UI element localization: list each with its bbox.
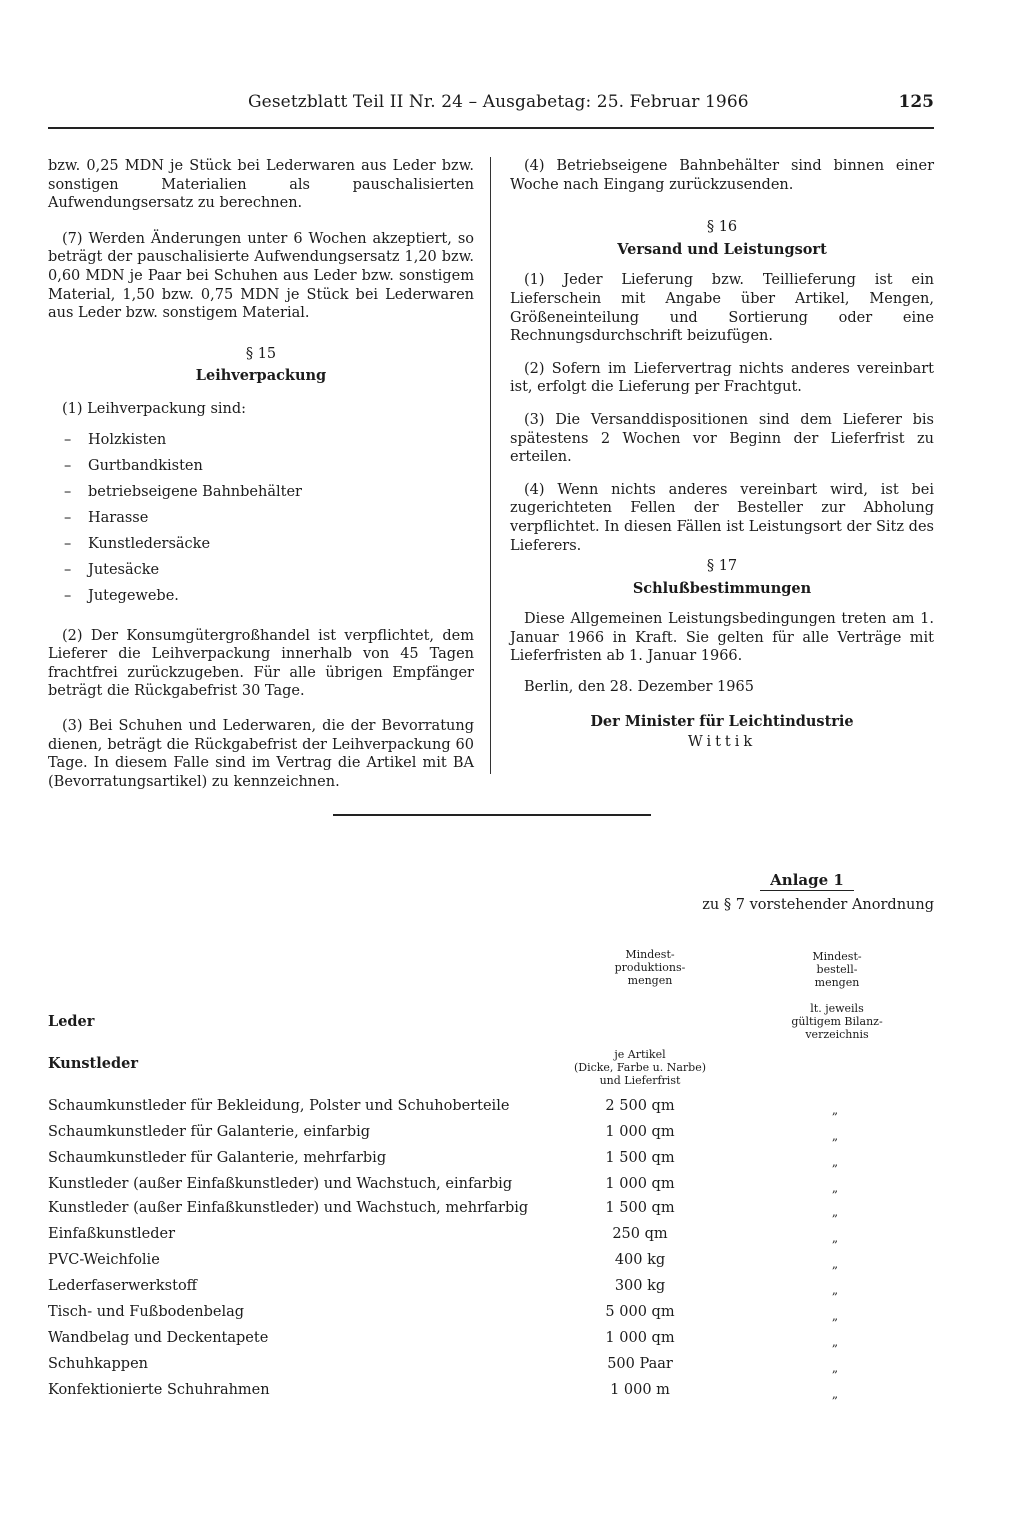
section-number: § 15 (245, 345, 277, 362)
table-row-label: Schuhkappen (48, 1356, 148, 1372)
table-row-value: 500 Paar (607, 1356, 673, 1372)
signer-title: Der Minister für Leichtindustrie (590, 712, 854, 730)
paragraph: (4) Betriebseigene Bahnbehälter sind binnen einer Woche nach Eingang zurückzusenden. (510, 158, 934, 193)
column-subheader-order: lt. jeweils gültigem Bilanz- verzeichnis (791, 1002, 883, 1041)
list-item: – Harasse (64, 509, 149, 526)
list-item: – Jutesäcke (64, 561, 160, 578)
paragraph: Diese Allgemeinen Leistungsbedingungen treten am 1. Januar 1966 in Kraft. Sie gelten für alle Verträge mit Lieferfristen ab 1. Januar 1966. (510, 611, 934, 665)
column-header-order: Mindest- bestell- mengen (812, 950, 862, 989)
table-row-ditto: „ (831, 1257, 839, 1271)
table-row-label: Lederfaserwerkstoff (48, 1278, 197, 1294)
table-row-value: 1 000 qm (605, 1124, 675, 1140)
table-row-value: 1 500 qm (605, 1200, 675, 1216)
paragraph: (2) Sofern im Liefervertrag nichts anderes vereinbart ist, erfolgt die Lieferung per Frachtgut. (510, 360, 934, 396)
table-row-ditto: „ (831, 1231, 839, 1245)
section-number: § 16 (706, 219, 738, 236)
paragraph: (3) Die Versanddispositionen sind dem Lieferer bis spätestens 2 Wochen vor Beginn der Lieferfrist zu erteilen. (510, 411, 934, 466)
table-row-value: 250 qm (612, 1226, 668, 1242)
signer-name: Wittik (687, 734, 757, 751)
page-number: 125 (898, 92, 934, 112)
paragraph: (7) Werden Änderungen unter 6 Wochen akzeptiert, so beträgt der pauschalisierte Aufwendungsersatz 1,20 bzw. 0,60 MDN je Paar bei Schuhen aus Leder bzw. sonstigem Material, 1,50 bzw. 0,75 MDN je Stück bei Lederwaren aus Leder bzw. sonstigem Material. (48, 230, 474, 322)
table-row-ditto: „ (831, 1205, 839, 1219)
paragraph: (3) Bei Schuhen und Lederwaren, die der Bevorratung dienen, beträgt die Rückgabefrist der Leihverpackung 60 Tage. In diesem Falle sind im Vertrag die Artikel mit BA (Bevorratungsartikel) zu kennzeichnen. (48, 717, 474, 790)
page-header (48, 92, 934, 122)
table-row-ditto: „ (831, 1335, 839, 1349)
section-title: Schlußbestimmungen (632, 579, 812, 597)
list-intro: (1) Leihverpackung sind: (62, 400, 247, 417)
table-row-label: Tisch- und Fußbodenbelag (48, 1304, 245, 1320)
section-number: § 17 (706, 558, 738, 575)
table-row-ditto: „ (831, 1103, 839, 1117)
paragraph: (2) Der Konsumgütergroßhandel ist verpflichtet, dem Lieferer die Leihverpackung innerhalb von 45 Tagen frachtfrei zurückzugeben. Für alle übrigen Empfänger beträgt die Rückgabefrist 30 Tage. (48, 627, 474, 700)
table-row-label: Wandbelag und Deckentapete (48, 1330, 269, 1346)
table-row-ditto: „ (831, 1155, 839, 1169)
category-heading: Kunstleder (48, 1055, 138, 1072)
table-row-ditto: „ (831, 1361, 839, 1375)
table-row-value: 400 kg (614, 1252, 666, 1268)
table-row-label: Konfektionierte Schuhrahmen (48, 1382, 270, 1398)
column-subheader-production: je Artikel (Dicke, Farbe u. Narbe) und Lieferfrist (573, 1048, 707, 1087)
header-title: Gesetzblatt Teil II Nr. 24 – Ausgabetag: 25. Februar 1966 (248, 92, 749, 112)
table-row-ditto: „ (831, 1181, 839, 1195)
table-row-ditto: „ (831, 1309, 839, 1323)
category-heading: Leder (48, 1013, 95, 1030)
table-row-label: Einfaßkunstleder (48, 1226, 176, 1242)
column-divider (490, 157, 491, 774)
table-row-value: 300 kg (614, 1278, 666, 1294)
table-row-value: 2 500 qm (605, 1098, 675, 1114)
table-row-label: Kunstleder (außer Einfaßkunstleder) und Wachstuch, mehrfarbig (48, 1200, 529, 1216)
place-date: Berlin, den 28. Dezember 1965 (524, 679, 754, 696)
header-rule (48, 127, 934, 129)
table-row-label: Kunstleder (außer Einfaßkunstleder) und Wachstuch, einfarbig (48, 1176, 513, 1192)
section-rule (333, 814, 651, 816)
paragraph: bzw. 0,25 MDN je Stück bei Lederwaren aus Leder bzw. sonstigen Materialien als pauschalisierten Aufwendungsersatz zu berechnen. (48, 158, 474, 212)
list-item: – Gurtbandkisten (64, 457, 203, 474)
table-row-value: 1 500 qm (605, 1150, 675, 1166)
table-row-value: 5 000 qm (605, 1304, 675, 1320)
paragraph: (1) Jeder Lieferung bzw. Teillieferung ist ein Lieferschein mit Angabe über Artikel, Mengen, Größeneinteilung und Sortierung oder eine Rechnungsdurchschrift beizufügen. (510, 272, 934, 345)
section-title: Leihverpackung (195, 367, 327, 385)
table-row-ditto: „ (831, 1387, 839, 1401)
right-column (510, 157, 934, 752)
list-item: – betriebseigene Bahnbehälter (64, 483, 302, 500)
list-item: – Kunstledersäcke (64, 535, 211, 552)
table-row-label: PVC-Weichfolie (48, 1252, 160, 1268)
left-column (48, 157, 474, 791)
packaging-list (48, 427, 474, 609)
table-row-label: Schaumkunstleder für Galanterie, mehrfarbig (48, 1150, 387, 1166)
table-row-ditto: „ (831, 1129, 839, 1143)
table-row-ditto: „ (831, 1283, 839, 1297)
column-header-production: Mindest- produktions- mengen (614, 948, 686, 987)
table-row-value: 1 000 qm (605, 1176, 675, 1192)
annex-title: Anlage 1 (760, 871, 854, 891)
annex-subtitle: zu § 7 vorstehender Anordnung (702, 897, 934, 913)
table-row-value: 1 000 m (610, 1382, 670, 1398)
table-row-label: Schaumkunstleder für Galanterie, einfarbig (48, 1124, 371, 1140)
paragraph: (4) Wenn nichts anderes vereinbart wird, ist bei zugerichteten Fellen der Besteller zur Abholung verpflichtet. In diesen Fällen ist Leistungsort der Sitz des Lieferers. (510, 481, 934, 554)
list-item: – Jutegewebe. (64, 587, 179, 604)
table-row-label: Schaumkunstleder für Bekleidung, Polster und Schuhoberteile (48, 1098, 510, 1114)
section-title: Versand und Leistungsort (617, 240, 827, 258)
table-row-value: 1 000 qm (605, 1330, 675, 1346)
list-item: – Holzkisten (64, 431, 167, 448)
